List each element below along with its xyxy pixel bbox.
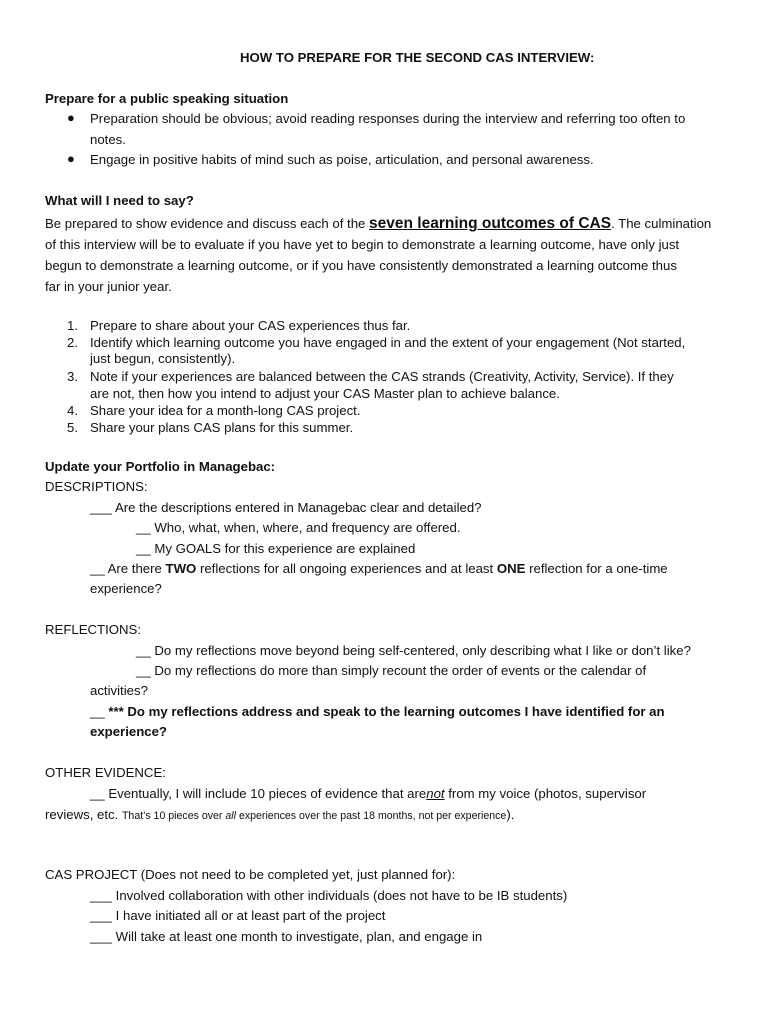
say-paragraph-line: of this interview will be to evaluate if you have yet to begin to demonstrate a learning outcome, have only just [45,237,680,252]
reflections-label: REFLECTIONS: [45,622,141,637]
bullet-text: Engage in positive habits of mind such as poise, articulation, and personal awareness. [90,152,594,167]
list-number: 2. [67,335,78,350]
list-item: Note if your experiences are balanced between the CAS strands (Creativity, Activity, Service). If they [90,369,674,384]
list-number: 5. [67,420,78,435]
bullet-icon: ● [67,110,75,125]
list-number: 1. [67,318,78,333]
bullet-text: notes. [90,132,126,147]
checklist-item: activities? [90,683,148,698]
say-paragraph-line: Be prepared to show evidence and discuss each of the seven learning outcomes of CAS. The culmination [45,215,712,232]
checklist-item: __ Who, what, when, where, and frequency are offered. [136,520,461,535]
list-item: Identify which learning outcome you have engaged in and the extent of your engagement (Not started, [90,335,686,350]
checklist-item: reviews, etc. That’s 10 pieces over all experiences over the past 18 months, not per experience). [45,807,515,822]
bullet-text: Preparation should be obvious; avoid reading responses during the interview and referring too often to [90,111,686,126]
say-heading: What will I need to say? [45,193,194,208]
checklist-item: ___ I have initiated all or at least part of the project [90,908,386,923]
checklist-item: experience? [90,581,162,596]
say-paragraph-line: begun to demonstrate a learning outcome, or if you have consistently demonstrated a learning outcome thus [45,258,677,273]
list-item: Prepare to share about your CAS experiences thus far. [90,318,411,333]
checklist-item: __ My GOALS for this experience are explained [136,541,416,556]
checklist-item: __ Do my reflections do more than simply recount the order of events or the calendar of [136,663,647,678]
checklist-item: __ Are there TWO reflections for all ongoing experiences and at least ONE reflection for a one-time [90,561,668,576]
bullet-icon: ● [67,151,75,166]
document-title: HOW TO PREPARE FOR THE SECOND CAS INTERVIEW: [240,50,595,65]
checklist-item: __ Do my reflections move beyond being self-centered, only describing what I like or don’t like? [136,643,691,658]
evidence-label: OTHER EVIDENCE: [45,765,166,780]
list-item: Share your plans CAS plans for this summer. [90,420,354,435]
public-speaking-heading: Prepare for a public speaking situation [45,91,289,106]
say-paragraph-line: far in your junior year. [45,279,172,294]
portfolio-heading: Update your Portfolio in Managebac: [45,459,276,474]
descriptions-label: DESCRIPTIONS: [45,479,148,494]
list-item: are not, then how you intend to adjust your CAS Master plan to achieve balance. [90,386,560,401]
list-number: 3. [67,369,78,384]
list-item: just begun, consistently). [90,351,236,366]
list-number: 4. [67,403,78,418]
list-item: Share your idea for a month-long CAS project. [90,403,361,418]
checklist-item: experience? [90,724,167,739]
checklist-item: ___ Involved collaboration with other individuals (does not have to be IB students) [90,888,568,903]
checklist-item: ___ Will take at least one month to investigate, plan, and engage in [90,929,483,944]
learning-outcomes-link[interactable]: seven learning outcomes of CAS [369,215,612,232]
checklist-item: __ *** Do my reflections address and speak to the learning outcomes I have identified for an [90,704,665,719]
checklist-item: ___ Are the descriptions entered in Managebac clear and detailed? [90,500,482,515]
project-label: CAS PROJECT (Does not need to be completed yet, just planned for): [45,867,456,882]
checklist-item: __ Eventually, I will include 10 pieces of evidence that arenot from my voice (photos, supervisor [90,786,647,801]
